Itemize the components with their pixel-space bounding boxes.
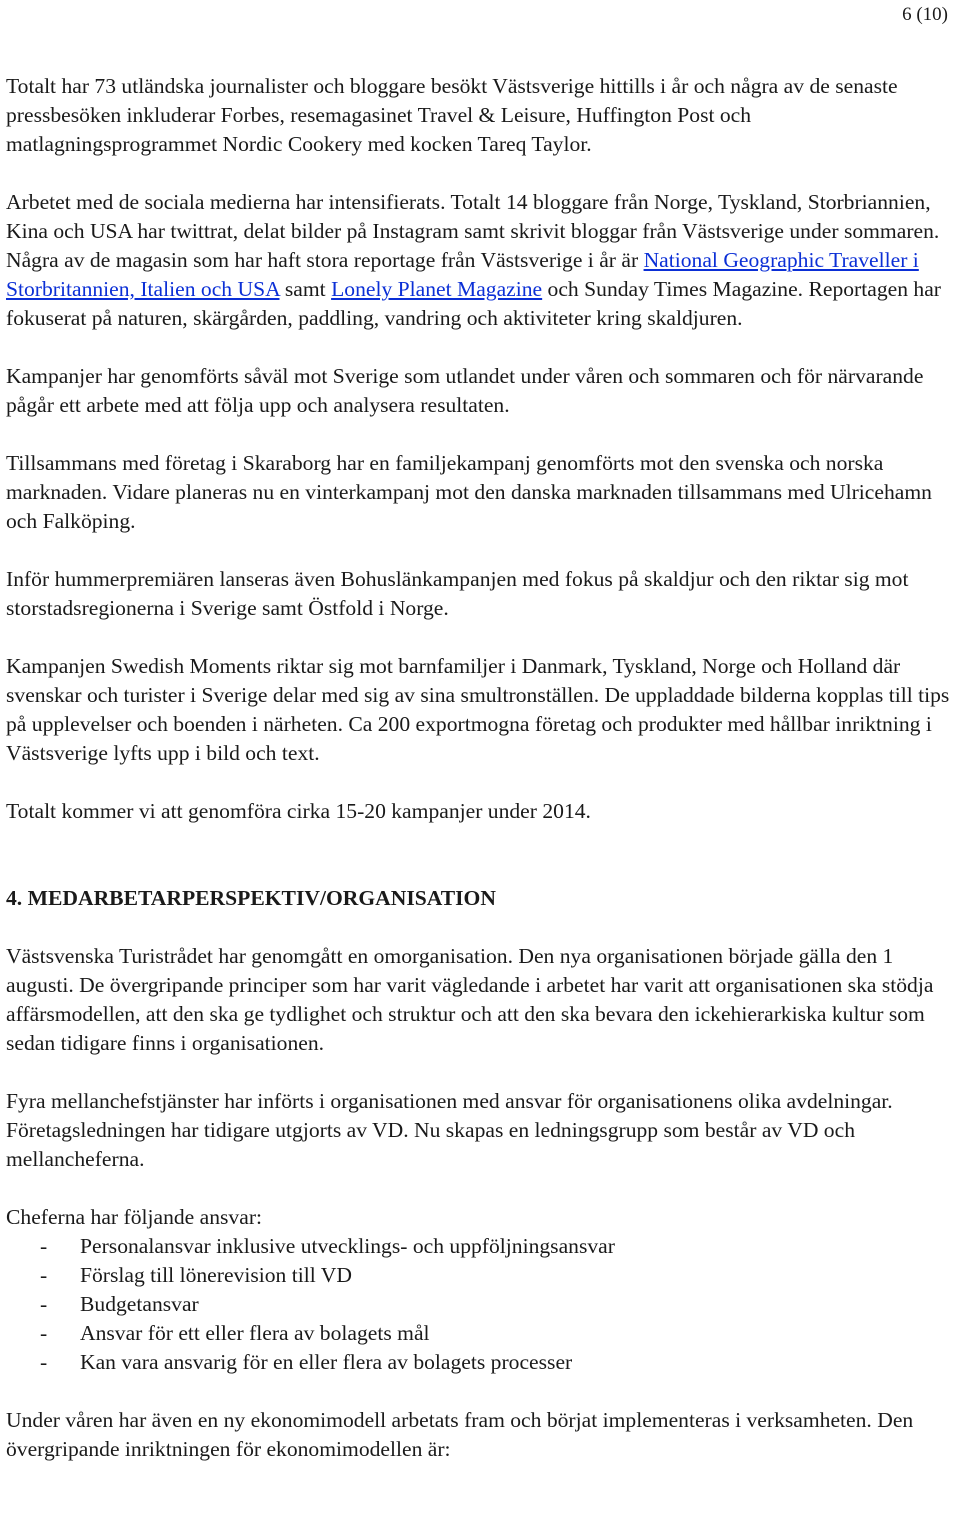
paragraph-text: Arbetet med de sociala medierna har intensifierats. Totalt 14 bloggare från Norge, Tyskland, Storbriannien, Kina och USA har twittrat, delat bilder på Instagram samt skrivit bloggar från Västsverige under sommaren. Några av de magasin som har haft stora reportage från Västsverige i år är: [6, 190, 940, 272]
paragraph-skaraborg: Tillsammans med företag i Skaraborg har en familjekampanj genomförts mot den svenska och norska marknaden. Vidare planeras nu en vinterkampanj mot den danska marknaden tillsammans med Ulricehamn och Falköping.: [6, 451, 932, 533]
section-spacer: [6, 855, 956, 884]
paragraph-campaigns: Kampanjer har genomförts såväl mot Sverige som utlandet under våren och sommaren och för närvarande pågår ett arbete med att följa upp och analysera resultaten.: [6, 364, 924, 417]
section-heading: 4. MEDARBETARPERSPEKTIV/ORGANISATION: [6, 886, 496, 910]
paragraph-text: samt: [279, 277, 332, 301]
list-item: [6, 1232, 956, 1261]
list-intro: Cheferna har följande ansvar:: [6, 1205, 263, 1229]
lonely-planet-link[interactable]: Lonely Planet Magazine: [331, 277, 543, 301]
list-item-text: Personalansvar inklusive utvecklings- och uppföljningsansvar: [80, 1234, 615, 1258]
paragraph-swedish-moments: Kampanjen Swedish Moments riktar sig mot barnfamiljer i Danmark, Tyskland, Norge och Holland där svenskar och turister i Sverige delar med sig av sina smultronställen. De uppladdade bilderna kopplas till tips på upplevelser och boenden i närheten. Ca 200 exportmogna företag och produkter med hållbar inriktning i Västsverige lyfts upp i bild och text.: [6, 654, 950, 765]
list-item: [6, 1319, 956, 1348]
responsibility-list: [6, 1232, 956, 1377]
dash-bullet: -: [40, 1292, 48, 1316]
paragraph-text: och Sunday Times Magazine. Reportagen har fokuserat på naturen, skärgården, paddling, vandring och aktiviteter kring skaldjuren.: [6, 277, 941, 330]
paragraph-campaign-total: Totalt kommer vi att genomföra cirka 15-20 kampanjer under 2014.: [6, 799, 591, 823]
paragraph-journalists: Totalt har 73 utländska journalister och bloggare besökt Västsverige hittills i år och några av de senaste pressbesöken inkluderar Forbes, resemagasinet Travel & Leisure, Huffington Post och matlagningsprogrammet Nordic Cookery med kocken Tareq Taylor.: [6, 74, 898, 156]
dash-bullet: -: [40, 1263, 48, 1287]
paragraph-economic-model: Under våren har även en ny ekonomimodell arbetats fram och börjat implementeras i verksamheten. Den övergripande inriktningen för ekonomimodellen är:: [6, 1408, 914, 1461]
list-item: [6, 1348, 956, 1377]
list-item: [6, 1290, 956, 1319]
page-number: 6 (10): [902, 4, 948, 25]
list-item: [6, 1261, 956, 1290]
dash-bullet: -: [40, 1234, 48, 1258]
list-item-text: Ansvar för ett eller flera av bolagets mål: [80, 1321, 430, 1345]
paragraph-middle-managers: Fyra mellanchefstjänster har införts i organisationen med ansvar för organisationens olika avdelningar. Företagsledningen har tidigare utgjorts av VD. Nu skapas en ledningsgrupp som består av VD och mellancheferna.: [6, 1089, 893, 1171]
paragraph-bohuslan: Inför hummerpremiären lanseras även Bohuslänkampanjen med fokus på skaldjur och den riktar sig mot storstadsregionerna i Sverige samt Östfold i Norge.: [6, 567, 909, 620]
list-item-text: Budgetansvar: [80, 1292, 199, 1316]
paragraph-reorganisation: Västsvenska Turistrådet har genomgått en omorganisation. Den nya organisationen började gälla den 1 augusti. De övergripande principer som har varit vägledande i arbetet har varit att organisationen ska stödja affärsmodellen, att den ska ge tydlighet och struktur och att den ska bevara den ickehierarkiska kultur som sedan tidigare finns i organisationen.: [6, 944, 934, 1055]
dash-bullet: -: [40, 1321, 48, 1345]
list-item-text: Kan vara ansvarig för en eller flera av bolagets processer: [80, 1350, 573, 1374]
dash-bullet: -: [40, 1350, 48, 1374]
national-geographic-link[interactable]: National Geographic Traveller i Storbritannien, Italien och USA: [6, 248, 919, 301]
list-item-text: Förslag till lönerevision till VD: [80, 1263, 352, 1287]
document-body: [6, 72, 956, 1493]
paragraph-social-media: [6, 188, 956, 333]
